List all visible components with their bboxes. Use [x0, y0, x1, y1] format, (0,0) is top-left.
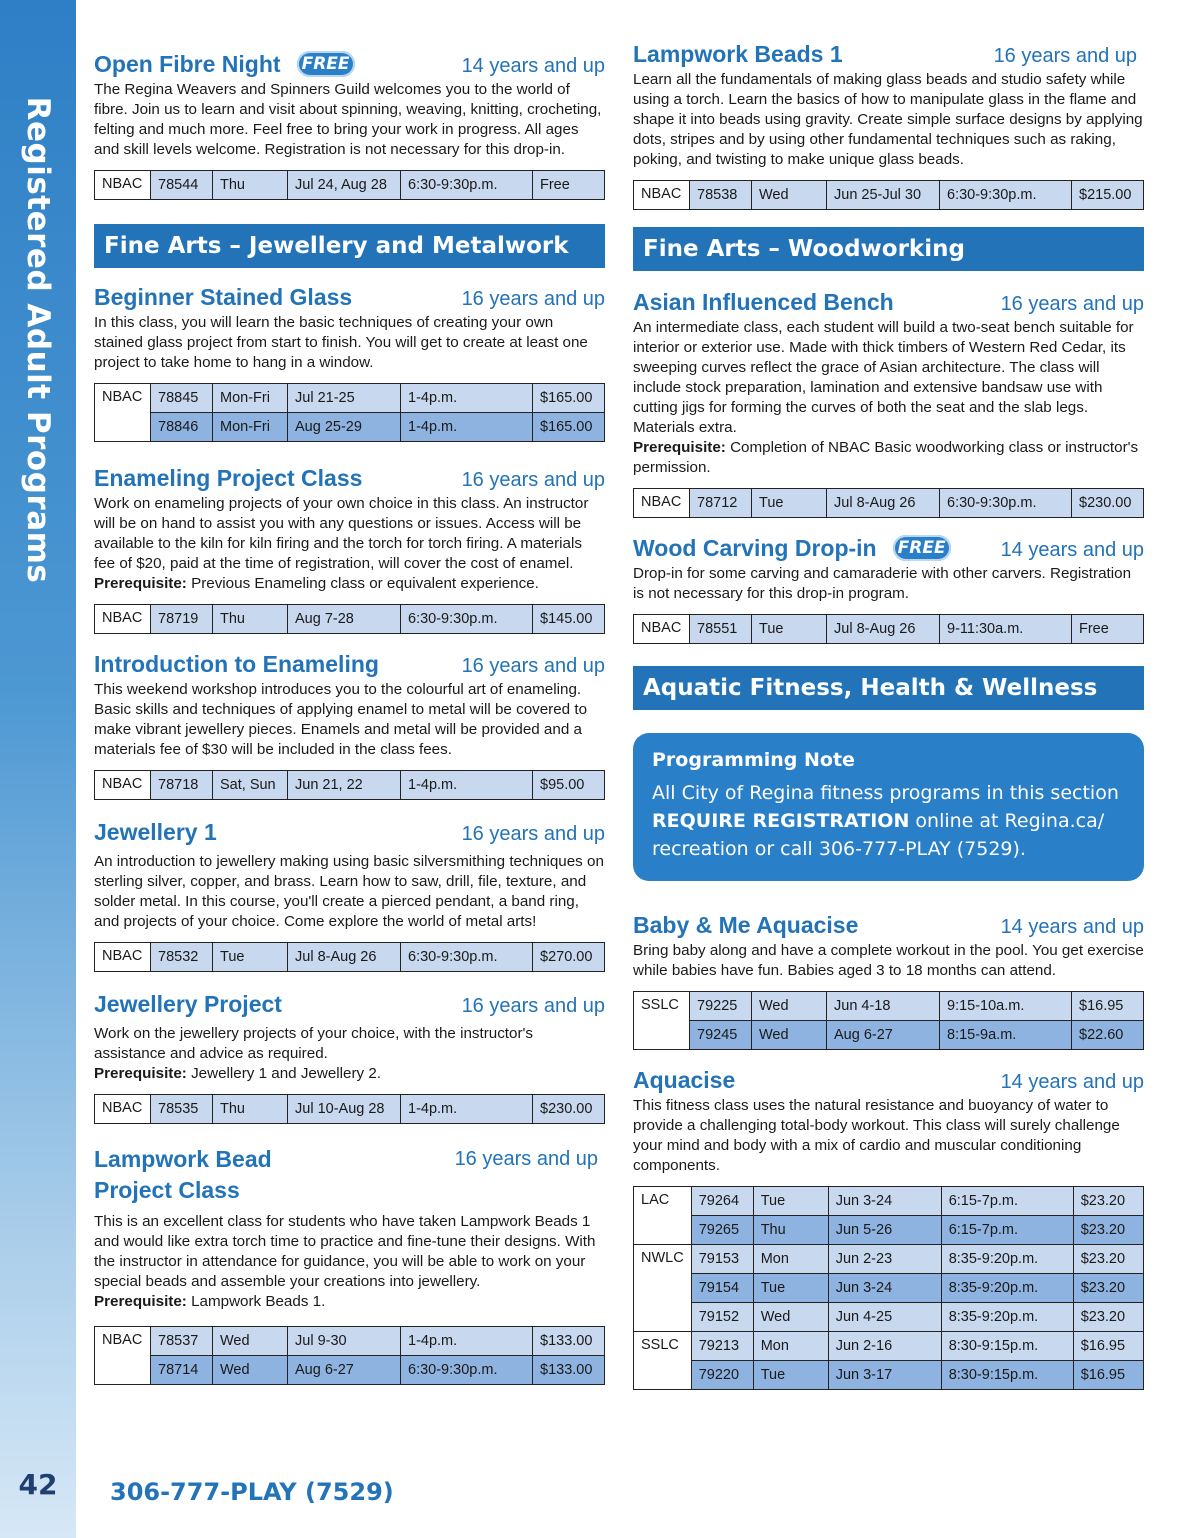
prerequisite-label: Prerequisite:	[94, 575, 187, 592]
program-intro-enameling	[94, 650, 605, 800]
cell-course-code: 79152	[691, 1303, 753, 1332]
free-badge-icon: FREE	[893, 535, 951, 561]
schedule-row	[95, 771, 605, 800]
schedule-table	[94, 383, 605, 442]
cell-location: NBAC	[95, 1327, 151, 1385]
program-description: This is an excellent class for students who have taken Lampwork Beads 1 and would like extra torch time to practice and fine-tune their designs. With the instructor in attendance for guidance, you will be able to work on your special beads and assemble your creations into jewellery. Prerequisite: Lampwork Beads 1.	[94, 1213, 596, 1310]
cell-fee: $16.95	[1073, 1361, 1143, 1390]
schedule-row	[95, 1095, 605, 1124]
cell-fee: $230.00	[533, 1095, 605, 1124]
cell-course-code: 78532	[151, 943, 213, 972]
cell-time: 6:15-7p.m.	[941, 1187, 1073, 1216]
schedule-table	[633, 180, 1144, 210]
program-title: Jewellery 1	[94, 819, 217, 845]
cell-dates: Jun 3-24	[828, 1187, 941, 1216]
program-title: Baby & Me Aquacise	[633, 912, 859, 938]
cell-fee: $215.00	[1072, 181, 1144, 210]
cell-time: 8:30-9:15p.m.	[941, 1361, 1073, 1390]
cell-location: LAC	[634, 1187, 692, 1245]
cell-course-code: 79220	[691, 1361, 753, 1390]
cell-time: 1-4p.m.	[401, 1095, 533, 1124]
program-title: Lampwork Beads 1	[633, 41, 843, 67]
schedule-row	[95, 605, 605, 634]
note-text: All City of Regina fitness programs in this section REQUIRE REGISTRATION online at Regina.ca/ recreation or call 306-777-PLAY (7529).	[652, 782, 1119, 860]
cell-time: 9:15-10a.m.	[940, 992, 1072, 1021]
cell-course-code: 78538	[690, 181, 752, 210]
program-aquacise	[633, 1066, 1144, 1390]
cell-day: Mon	[753, 1332, 828, 1361]
cell-fee: $145.00	[533, 605, 605, 634]
schedule-table	[94, 1326, 605, 1385]
cell-fee: $133.00	[533, 1356, 605, 1385]
cell-location: NBAC	[634, 181, 690, 210]
cell-time: 6:30-9:30p.m.	[401, 1356, 533, 1385]
cell-location: NBAC	[634, 615, 690, 644]
section-header-aquatic: Aquatic Fitness, Health & Wellness	[633, 666, 1144, 710]
program-title: Aquacise	[633, 1067, 736, 1093]
program-enameling-project	[94, 464, 605, 634]
schedule-row	[634, 1187, 1144, 1216]
cell-day: Tue	[752, 489, 827, 518]
cell-day: Wed	[213, 1356, 288, 1385]
prerequisite-label: Prerequisite:	[633, 439, 726, 456]
schedule-row	[634, 489, 1144, 518]
cell-fee: $16.95	[1072, 992, 1144, 1021]
cell-day: Wed	[752, 1021, 827, 1050]
program-description: This weekend workshop introduces you to the colourful art of enameling. Basic skills and techniques of applying enamel to metal will be covered to make vibrant jewellery pieces. Enamels and metal will be provided and a materials fee of $30 will be included in the class fees.	[94, 681, 588, 758]
programming-note	[633, 733, 1144, 881]
cell-course-code: 78846	[151, 413, 213, 442]
cell-day: Tue	[753, 1274, 828, 1303]
cell-day: Wed	[752, 992, 827, 1021]
program-title: Enameling Project Class	[94, 465, 363, 491]
cell-course-code: 78535	[151, 1095, 213, 1124]
program-beginner-stained-glass	[94, 283, 605, 442]
cell-course-code: 78719	[151, 605, 213, 634]
cell-course-code: 79225	[690, 992, 752, 1021]
program-age: 16 years and up	[461, 823, 605, 845]
cell-dates: Jun 3-24	[828, 1274, 941, 1303]
cell-location: NBAC	[95, 384, 151, 442]
program-title: Asian Influenced Bench	[633, 289, 894, 315]
prerequisite-label: Prerequisite:	[94, 1293, 187, 1310]
cell-time: 6:30-9:30p.m.	[940, 181, 1072, 210]
program-age: 16 years and up	[461, 469, 605, 491]
cell-dates: Aug 6-27	[288, 1356, 401, 1385]
cell-fee: $16.95	[1073, 1332, 1143, 1361]
cell-time: 1-4p.m.	[401, 1327, 533, 1356]
cell-course-code: 79264	[691, 1187, 753, 1216]
cell-time: 1-4p.m.	[401, 413, 533, 442]
cell-fee: $23.20	[1073, 1216, 1143, 1245]
program-age: 16 years and up	[461, 995, 605, 1017]
cell-course-code: 78714	[151, 1356, 213, 1385]
program-lampwork-bead-project	[94, 1144, 605, 1385]
schedule-row	[634, 992, 1144, 1021]
program-age: 16 years and up	[1000, 293, 1144, 315]
cell-time: 8:35-9:20p.m.	[941, 1274, 1073, 1303]
program-jewellery-project	[94, 990, 605, 1124]
program-description: Drop-in for some carving and camaraderie with other carvers. Registration is not necessary for this drop-in program.	[633, 565, 1132, 602]
note-title: Programming Note	[652, 749, 855, 771]
schedule-row	[634, 1216, 1144, 1245]
schedule-table	[94, 604, 605, 634]
cell-day: Tue	[753, 1361, 828, 1390]
cell-dates: Jun 21, 22	[288, 771, 401, 800]
side-title: Registered Adult Programs	[20, 96, 56, 584]
cell-course-code: 78712	[690, 489, 752, 518]
cell-dates: Jun 25-Jul 30	[827, 181, 940, 210]
cell-day: Wed	[213, 1327, 288, 1356]
cell-fee: $23.20	[1073, 1245, 1143, 1274]
program-age: 16 years and up	[461, 655, 605, 677]
cell-time: 1-4p.m.	[401, 771, 533, 800]
cell-course-code: 78845	[151, 384, 213, 413]
program-description: Work on the jewellery projects of your choice, with the instructor's assistance and advice as required. Prerequisite: Jewellery 1 and Jewellery 2.	[94, 1025, 534, 1082]
program-lampwork-beads-1	[633, 40, 1144, 210]
program-age: 14 years and up	[1000, 539, 1144, 561]
program-age: 16 years and up	[454, 1148, 598, 1170]
schedule-row	[634, 1332, 1144, 1361]
cell-location: SSLC	[634, 992, 690, 1050]
program-age: 16 years and up	[461, 288, 605, 310]
program-asian-bench	[633, 288, 1144, 518]
cell-fee: $22.60	[1072, 1021, 1144, 1050]
cell-course-code: 78551	[690, 615, 752, 644]
cell-time: 8:15-9a.m.	[940, 1021, 1072, 1050]
left-column	[94, 38, 605, 1385]
cell-time: 8:35-9:20p.m.	[941, 1245, 1073, 1274]
program-description: This fitness class uses the natural resistance and buoyancy of water to provide a challenging total-body workout. This class will surely challenge your mind and body with a mix of cardio and muscular conditioning components.	[633, 1097, 1120, 1174]
cell-dates: Jul 8-Aug 26	[288, 943, 401, 972]
cell-dates: Jun 3-17	[828, 1361, 941, 1390]
program-age: 14 years and up	[1000, 916, 1144, 938]
right-column	[633, 40, 1144, 1390]
cell-day: Mon-Fri	[213, 413, 288, 442]
cell-dates: Jul 9-30	[288, 1327, 401, 1356]
program-description: Work on enameling projects of your own choice in this class. An instructor will be on hand to assist you with any questions or issues. Access will be available to the kiln for kiln firing and the torch for torch firing. A materials fee of $20, paid at the time of registration, will cover the cost of enamel. Prerequisite: Previous Enameling class or equivalent experience.	[94, 495, 589, 592]
schedule-row	[634, 615, 1144, 644]
section-header-jewellery: Fine Arts – Jewellery and Metalwork	[94, 224, 605, 268]
cell-location: NBAC	[95, 943, 151, 972]
cell-fee: Free	[1072, 615, 1144, 644]
schedule-row	[95, 1356, 605, 1385]
cell-dates: Jul 8-Aug 26	[827, 615, 940, 644]
schedule-table	[633, 1186, 1144, 1390]
cell-dates: Jul 10-Aug 28	[288, 1095, 401, 1124]
cell-dates: Aug 6-27	[827, 1021, 940, 1050]
cell-day: Sat, Sun	[213, 771, 288, 800]
cell-course-code: 78544	[151, 171, 213, 200]
cell-day: Tue	[752, 615, 827, 644]
program-title-line1: Lampwork Bead	[94, 1146, 272, 1172]
cell-time: 9-11:30a.m.	[940, 615, 1072, 644]
schedule-table	[94, 170, 605, 200]
schedule-row	[634, 1245, 1144, 1274]
schedule-row	[634, 1274, 1144, 1303]
schedule-row	[95, 943, 605, 972]
cell-dates: Jun 2-23	[828, 1245, 941, 1274]
schedule-table	[94, 942, 605, 972]
cell-day: Mon-Fri	[213, 384, 288, 413]
program-description: In this class, you will learn the basic techniques of creating your own stained glass project from start to finish. You will get to create at least one project to take home to hang in a window.	[94, 314, 588, 371]
cell-dates: Aug 25-29	[288, 413, 401, 442]
cell-fee: $23.20	[1073, 1187, 1143, 1216]
free-badge-icon: FREE	[297, 51, 355, 77]
schedule-table	[94, 770, 605, 800]
cell-dates: Jun 2-16	[828, 1332, 941, 1361]
program-title: Introduction to Enameling	[94, 651, 379, 677]
cell-time: 6:30-9:30p.m.	[940, 489, 1072, 518]
cell-location: NBAC	[95, 1095, 151, 1124]
cell-day: Mon	[753, 1245, 828, 1274]
program-title: Beginner Stained Glass	[94, 284, 353, 310]
cell-time: 6:30-9:30p.m.	[401, 171, 533, 200]
cell-location: NBAC	[634, 489, 690, 518]
program-wood-carving	[633, 534, 1144, 644]
schedule-table	[94, 1094, 605, 1124]
cell-day: Tue	[753, 1187, 828, 1216]
cell-fee: $23.20	[1073, 1274, 1143, 1303]
footer-phone: 306-777-PLAY (7529)	[110, 1478, 394, 1506]
schedule-row	[95, 171, 605, 200]
cell-location: NBAC	[95, 171, 151, 200]
cell-day: Thu	[213, 171, 288, 200]
cell-location: NBAC	[95, 605, 151, 634]
cell-fee: Free	[533, 171, 605, 200]
program-age: 14 years and up	[461, 55, 605, 77]
schedule-row	[634, 1021, 1144, 1050]
cell-time: 6:30-9:30p.m.	[401, 943, 533, 972]
cell-location: NWLC	[634, 1245, 692, 1332]
cell-fee: $95.00	[533, 771, 605, 800]
cell-dates: Jul 21-25	[288, 384, 401, 413]
program-title: Open Fibre Night	[94, 51, 281, 77]
schedule-table	[633, 488, 1144, 518]
program-description: Learn all the fundamentals of making glass beads and studio safety while using a torch. Learn the basics of how to manipulate glass in the flame and shape it into beads using gravity. Create simple surface designs by applying dots, stripes and by using other fundamental techniques such as raking, poking, and twisting to make unique glass beads.	[633, 71, 1143, 168]
cell-fee: $230.00	[1072, 489, 1144, 518]
cell-dates: Jun 4-18	[827, 992, 940, 1021]
schedule-row	[95, 413, 605, 442]
schedule-row	[95, 1327, 605, 1356]
cell-time: 6:30-9:30p.m.	[401, 605, 533, 634]
cell-course-code: 79154	[691, 1274, 753, 1303]
cell-day: Thu	[213, 605, 288, 634]
schedule-row	[634, 1361, 1144, 1390]
cell-time: 1-4p.m.	[401, 384, 533, 413]
cell-time: 6:15-7p.m.	[941, 1216, 1073, 1245]
cell-dates: Jul 8-Aug 26	[827, 489, 940, 518]
cell-fee: $133.00	[533, 1327, 605, 1356]
cell-course-code: 79245	[690, 1021, 752, 1050]
program-title: Jewellery Project	[94, 991, 282, 1017]
prerequisite-label: Prerequisite:	[94, 1065, 187, 1082]
cell-dates: Jul 24, Aug 28	[288, 171, 401, 200]
cell-fee: $23.20	[1073, 1303, 1143, 1332]
program-age: 14 years and up	[1000, 1071, 1144, 1093]
cell-dates: Aug 7-28	[288, 605, 401, 634]
cell-day: Wed	[752, 181, 827, 210]
program-description: Bring baby along and have a complete workout in the pool. You get exercise while babies have fun. Babies aged 3 to 18 months can attend.	[633, 942, 1144, 979]
cell-time: 8:35-9:20p.m.	[941, 1303, 1073, 1332]
program-title: Wood Carving Drop-in	[633, 535, 877, 561]
program-jewellery-1	[94, 818, 605, 972]
program-age: 16 years and up	[993, 45, 1137, 67]
schedule-table	[633, 991, 1144, 1050]
cell-day: Wed	[753, 1303, 828, 1332]
schedule-row	[634, 1303, 1144, 1332]
cell-course-code: 79265	[691, 1216, 753, 1245]
program-description: An introduction to jewellery making using basic silversmithing techniques on sterling silver, copper, and brass. Learn how to saw, drill, file, texture, and solder metal. In this course, you'll create a pierced pendant, a band ring, and projects of your choice. Come explore the world of metal arts!	[94, 853, 604, 930]
program-description: The Regina Weavers and Spinners Guild welcomes you to the world of fibre. Join us to learn and visit about spinning, weaving, knitting, crocheting, felting and much more. Feel free to bring your work in progress. All ages and skill levels welcome. Registration is not necessary for this drop-in.	[94, 81, 602, 158]
cell-course-code: 79213	[691, 1332, 753, 1361]
section-header-woodworking: Fine Arts – Woodworking	[633, 227, 1144, 271]
program-title-line2: Project Class	[94, 1177, 240, 1203]
cell-course-code: 78537	[151, 1327, 213, 1356]
schedule-row	[95, 384, 605, 413]
cell-location: SSLC	[634, 1332, 692, 1390]
cell-fee: $165.00	[533, 384, 605, 413]
cell-dates: Jun 5-26	[828, 1216, 941, 1245]
side-strip	[0, 0, 76, 1538]
cell-course-code: 79153	[691, 1245, 753, 1274]
schedule-row	[634, 181, 1144, 210]
cell-dates: Jun 4-25	[828, 1303, 941, 1332]
program-open-fibre-night	[94, 50, 605, 200]
cell-day: Thu	[213, 1095, 288, 1124]
cell-location: NBAC	[95, 771, 151, 800]
cell-time: 8:30-9:15p.m.	[941, 1332, 1073, 1361]
cell-day: Tue	[213, 943, 288, 972]
cell-fee: $270.00	[533, 943, 605, 972]
cell-day: Thu	[753, 1216, 828, 1245]
program-description: An intermediate class, each student will build a two-seat bench suitable for interior or exterior use. Made with thick timbers of Western Red Cedar, its sweeping curves reflect the grace of Asian architecture. The class will include stock preparation, lamination and extensive bandsaw use with cutting jigs for forming the curves of both the seat and the slab legs. Materials extra. Prerequisite: Completion of NBAC Basic woodworking class or instructor's permission.	[633, 319, 1139, 476]
cell-fee: $165.00	[533, 413, 605, 442]
schedule-table	[633, 614, 1144, 644]
page-number: 42	[18, 1468, 58, 1501]
program-baby-aquacise	[633, 911, 1144, 1050]
cell-course-code: 78718	[151, 771, 213, 800]
